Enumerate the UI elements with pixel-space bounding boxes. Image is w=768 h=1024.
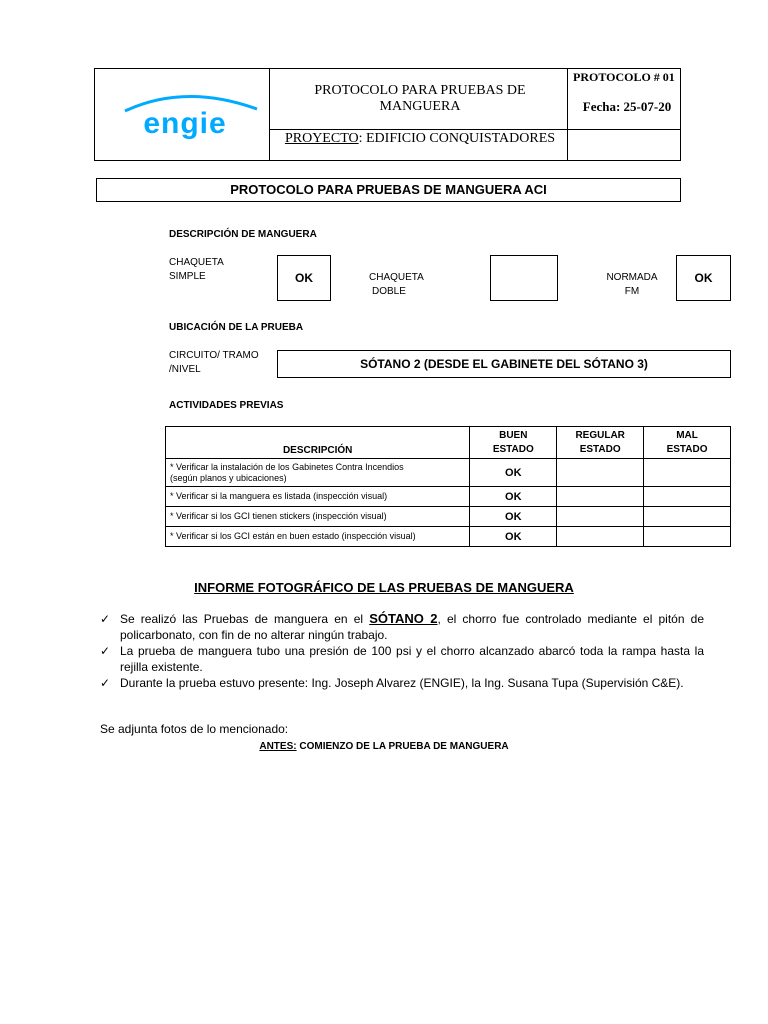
table-row: [166, 527, 731, 547]
project-label: PROYECTO: [284, 131, 359, 146]
section-prior-activities: ACTIVIDADES PREVIAS: [169, 400, 284, 411]
col-bad: [644, 427, 731, 459]
text-run: , el chorro fue controlado mediante el pitón de policarbonato, con fin de no alterar ningún trabajo.: [120, 612, 705, 642]
desc-line: (según planos y ubicaciones): [170, 472, 287, 483]
circuit-label: [169, 349, 259, 377]
row-bad: [644, 459, 731, 487]
activities-table: [165, 426, 731, 547]
col-good: [470, 427, 557, 459]
table-row: [166, 459, 731, 487]
header-text: REGULAR: [575, 429, 625, 441]
text-run-emphasis: SÓTANO 2: [369, 611, 438, 626]
row-regular: [557, 527, 644, 547]
checkmark-icon: ✓: [100, 612, 111, 626]
row-good: OK: [470, 487, 557, 507]
row-description: [166, 459, 470, 487]
photo-report-title: INFORME FOTOGRÁFICO DE LAS PRUEBAS DE MANGUERA: [194, 580, 574, 595]
report-bullet: [100, 675, 704, 691]
row-bad: [644, 527, 731, 547]
engie-logo: [105, 89, 265, 139]
row-bad: [644, 507, 731, 527]
header-text: ESTADO: [666, 443, 708, 455]
bullet-text: Durante la prueba estuvo presente: Ing. Joseph Alvarez (ENGIE), la Ing. Susana Tupa (Supervisión C&E).: [120, 676, 684, 690]
desc-line: * Verificar la instalación de los Gabinetes Contra Incendios: [170, 461, 404, 472]
row-good: OK: [470, 527, 557, 547]
table-header-row: [166, 427, 731, 459]
header-text: MAL: [676, 429, 698, 441]
caption-label: ANTES:: [259, 741, 297, 752]
header-divider: [567, 69, 568, 160]
fm-listed-label: [596, 271, 668, 299]
label-line: NORMADA: [606, 272, 658, 283]
checkmark-icon: ✓: [100, 676, 111, 690]
row-description: * Verificar si los GCI tienen stickers (inspección visual): [166, 507, 470, 527]
row-bad: [644, 487, 731, 507]
text-run: Se realizó las Pruebas de manguera en el: [120, 612, 370, 626]
label-line: /NIVEL: [169, 364, 201, 375]
subtitle-box: PROTOCOLO PARA PRUEBAS DE MANGUERA ACI: [96, 178, 681, 202]
double-jacket-box: [490, 255, 558, 301]
protocol-number: PROTOCOLO # 01: [573, 70, 675, 84]
bullet-text: La prueba de manguera tubo una presión de 100 psi y el chorro alcanzado abarcó toda la rampa hasta la rejilla existente.: [120, 644, 704, 674]
svg-text:ENGIE: ENGIE: [143, 107, 227, 139]
header-text: ESTADO: [579, 443, 621, 455]
section-hose-description: DESCRIPCIÓN DE MANGUERA: [169, 229, 317, 240]
row-description: * Verificar si los GCI están en buen estado (inspección visual): [166, 527, 470, 547]
row-description: * Verificar si la manguera es listada (inspección visual): [166, 487, 470, 507]
document-header: [94, 68, 681, 161]
checkmark-icon: ✓: [100, 644, 111, 658]
simple-jacket-box: OK: [277, 255, 331, 301]
col-description: [166, 427, 470, 459]
header-text: BUEN: [499, 429, 528, 441]
before-caption: [0, 741, 768, 752]
bullet-text: [120, 611, 704, 643]
section-test-location: UBICACIÓN DE LA PRUEBA: [169, 322, 304, 333]
label-line: CHAQUETA: [369, 272, 424, 283]
project-value: : EDIFICIO CONQUISTADORES: [358, 131, 556, 146]
document-date: Fecha: 25-07-20: [582, 99, 672, 114]
project-name: [275, 131, 565, 146]
label-line: FM: [624, 286, 640, 297]
simple-jacket-label: [169, 256, 224, 284]
row-regular: [557, 459, 644, 487]
header-divider: [269, 129, 680, 130]
caption-text: COMIENZO DE LA PRUEBA DE MANGUERA: [296, 741, 509, 752]
report-bullet: [100, 643, 704, 675]
label-line: DOBLE: [372, 286, 406, 297]
row-good: OK: [470, 459, 557, 487]
table-row: [166, 507, 731, 527]
attachment-note: Se adjunta fotos de lo mencionado:: [100, 722, 289, 736]
double-jacket-label: [369, 271, 449, 299]
row-regular: [557, 487, 644, 507]
location-value-box: SÓTANO 2 (DESDE EL GABINETE DEL SÓTANO 3): [277, 350, 731, 378]
label-line: CHAQUETA: [169, 257, 224, 268]
col-regular: [557, 427, 644, 459]
row-good: OK: [470, 507, 557, 527]
header-divider: [269, 69, 270, 160]
label-line: CIRCUITO/ TRAMO: [169, 350, 259, 361]
header-text: DESCRIPCIÓN: [282, 445, 353, 456]
table-row: [166, 487, 731, 507]
header-text: ESTADO: [492, 443, 534, 455]
label-line: SIMPLE: [169, 271, 206, 282]
row-regular: [557, 507, 644, 527]
report-bullet: [100, 611, 704, 643]
fm-listed-box: OK: [676, 255, 731, 301]
document-title: PROTOCOLO PARA PRUEBAS DE MANGUERA: [314, 83, 526, 114]
